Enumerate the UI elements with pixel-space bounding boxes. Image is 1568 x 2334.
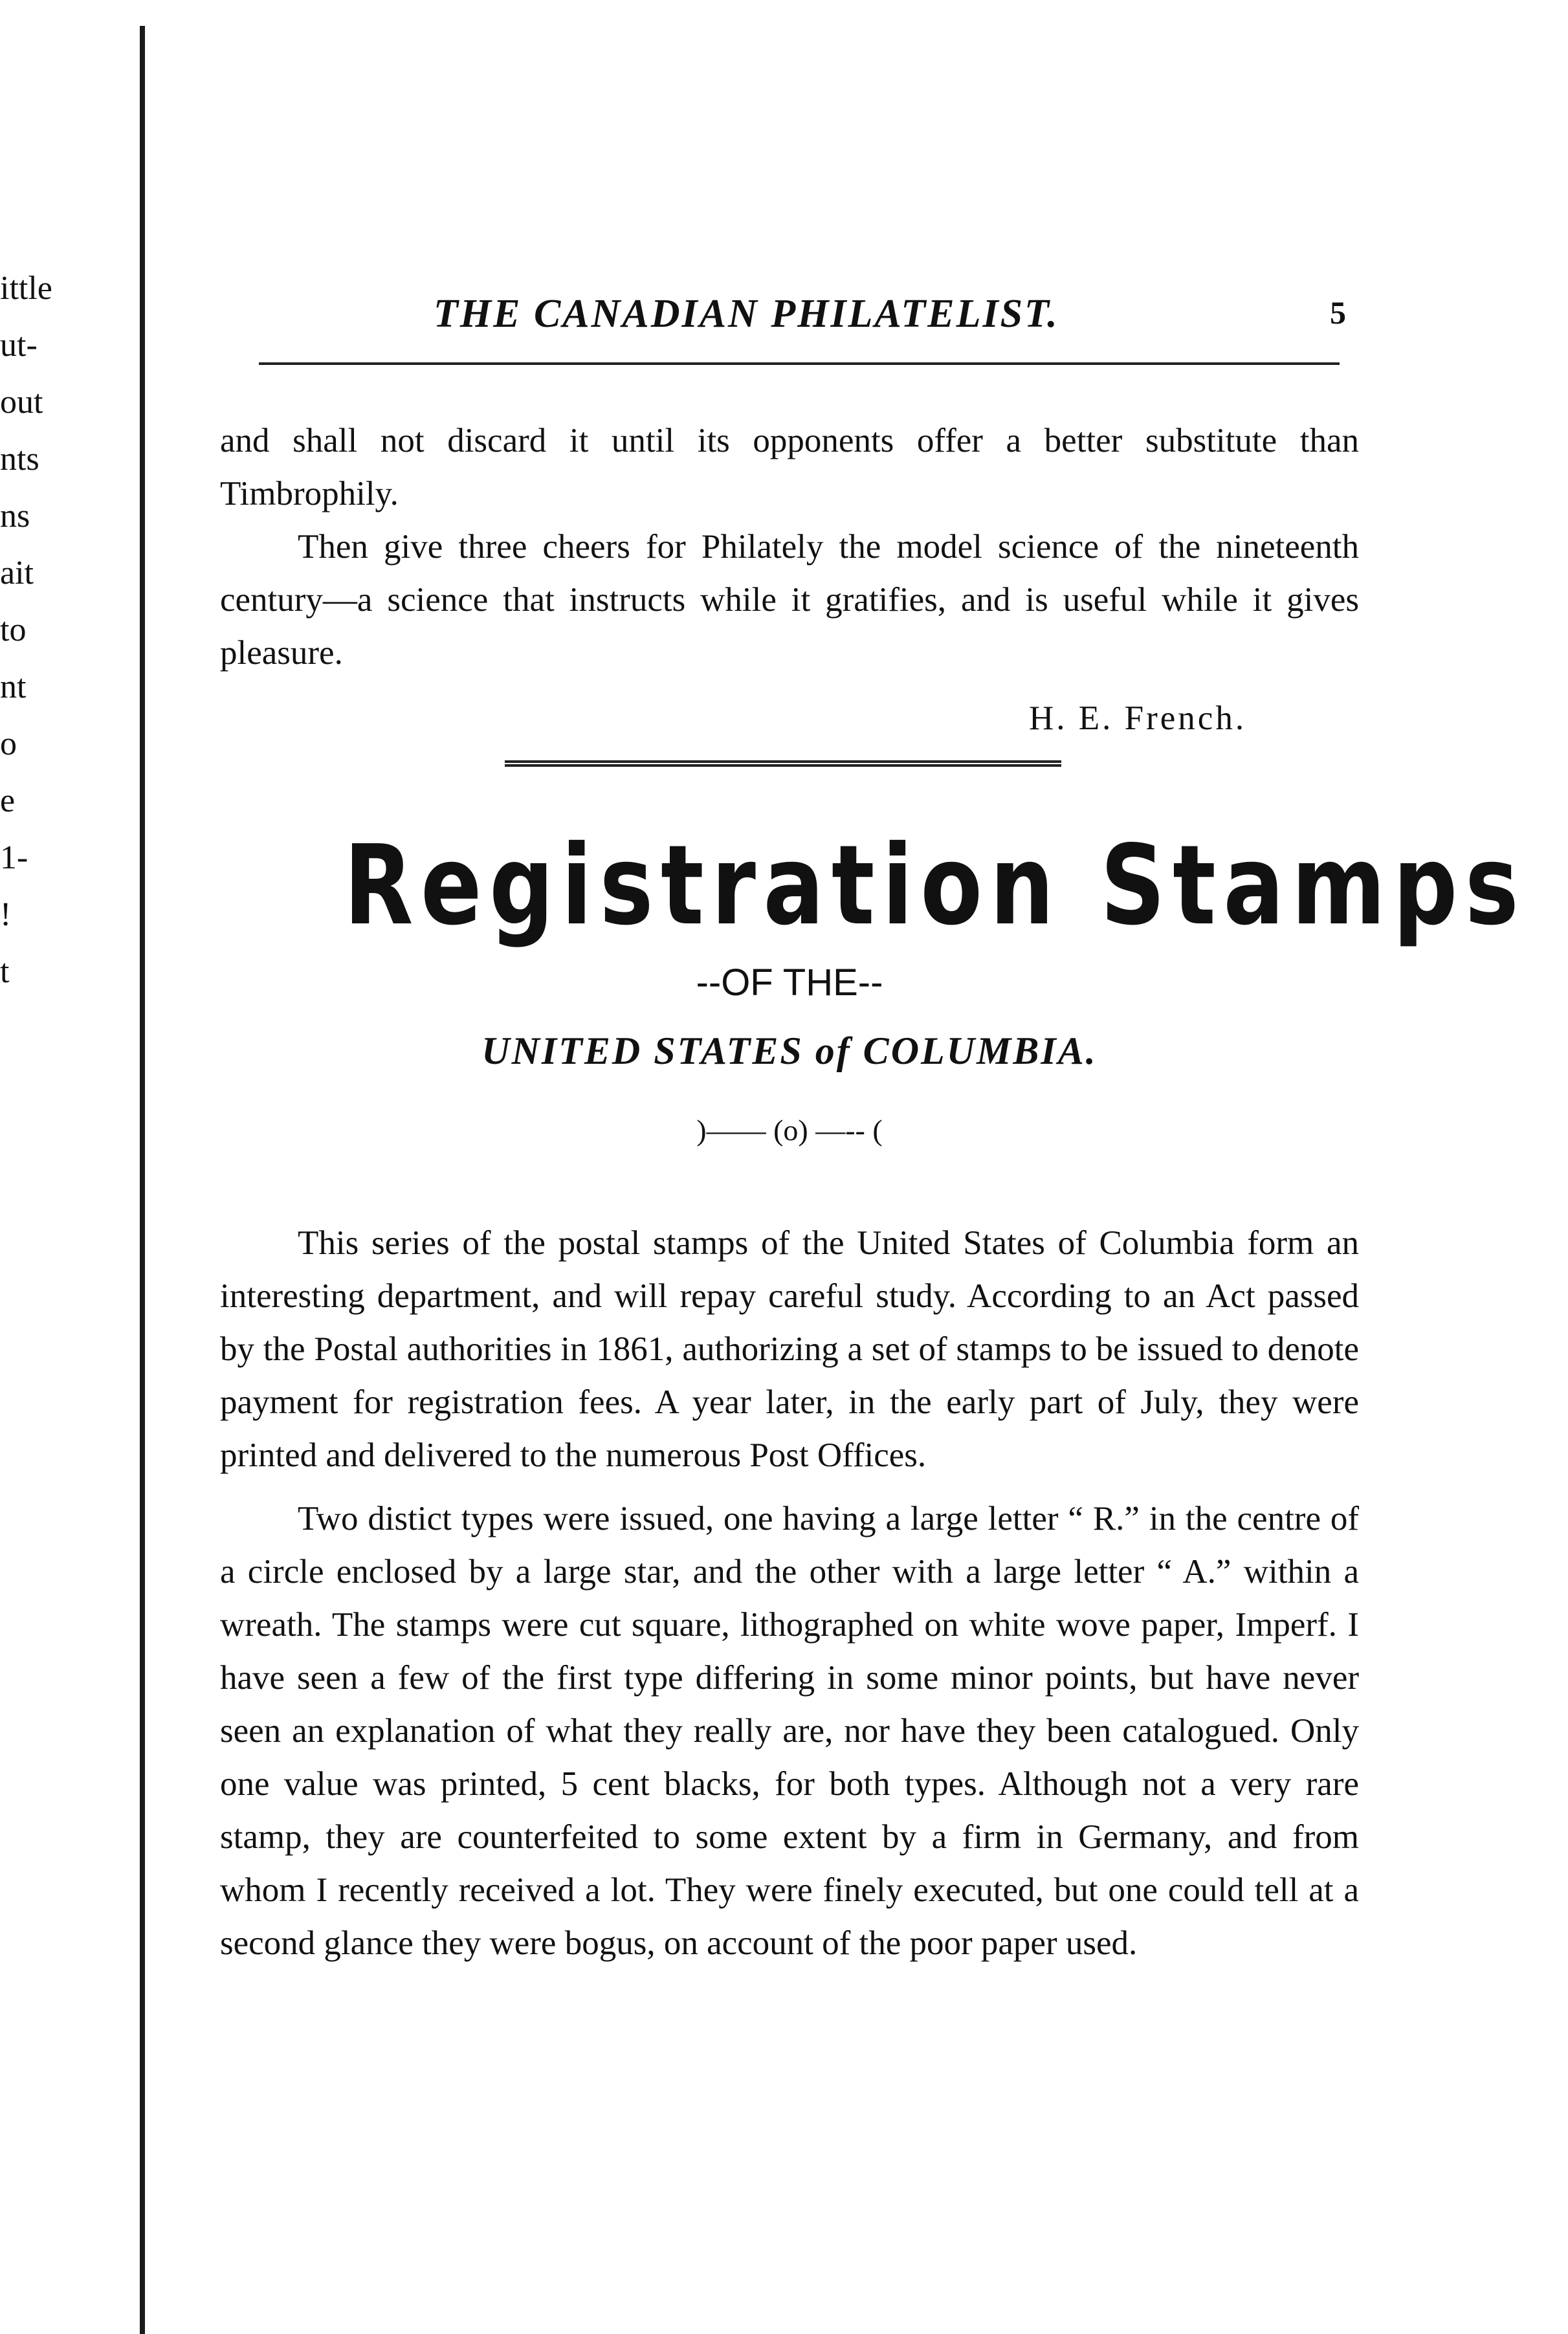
article-subtitle: --OF THE-- xyxy=(696,962,883,1004)
author-signature: H. E. French. xyxy=(1029,699,1247,737)
section-divider-rule xyxy=(505,760,1061,767)
article-country-heading: UNITED STATES of COLUMBIA. xyxy=(481,1029,1098,1072)
article-title: Registration Stamps xyxy=(344,822,1527,950)
page-number: 5 xyxy=(1330,294,1346,331)
binding-edge-rule xyxy=(140,26,145,2334)
gutter-fragment: ! xyxy=(0,896,12,933)
paragraph: Then give three cheers for Philately the model science of the nineteenth century—a science that instructs while it gratifies, and is useful while it gives pleasure. xyxy=(220,528,1359,672)
gutter-fragment: ittle xyxy=(0,270,52,307)
previous-article-ending xyxy=(220,414,1359,679)
gutter-fragment: nt xyxy=(0,668,27,705)
gutter-fragment: ns xyxy=(0,498,30,534)
running-header xyxy=(220,291,1346,343)
gutter-fragment: out xyxy=(0,384,43,421)
paragraph: Two distict types were issued, one having a large letter “ R.” in the centre of a circle enclosed by a large star, and the other with a large letter “ A.” within a wreath. The stamps were cut square, lithographed on white wove paper, Imperf. I have seen a few of the first type differing in some minor points, but have never seen an explanation of what they really are, nor have they been catalogued. Only one value was printed, 5 cent blacks, for both types. Although not a very rare stamp, they are counterfeited to some extent by a firm in Germany, and from whom I recently received a lot. They were finely executed, but one could tell at a second glance they were bogus, on account of the poor paper used. xyxy=(220,1500,1359,1962)
gutter-fragment: o xyxy=(0,725,17,762)
gutter-fragment: to xyxy=(0,611,27,648)
gutter-fragment: nts xyxy=(0,441,39,478)
gutter-fragment: t xyxy=(0,953,10,990)
journal-title: THE CANADIAN PHILATELIST. xyxy=(434,292,1059,336)
paragraph: This series of the postal stamps of the United States of Columbia form an interesting department, and will repay careful study. According to an Act passed by the Postal authorities in 1861, authorizing a set of stamps to be issued to denote payment for registration fees. A year later, in the early part of July, they were printed and delivered to the numerous Post Offices. xyxy=(220,1224,1359,1474)
gutter-fragment: ut- xyxy=(0,327,38,364)
gutter-fragment: 1- xyxy=(0,839,28,876)
article-body xyxy=(220,1217,1359,1980)
ornament-divider: )—— (o) —-- ( xyxy=(696,1114,883,1147)
adjacent-page-fragments xyxy=(0,272,78,1012)
paragraph: and shall not discard it until its opponents offer a better substitute than Timbrophily. xyxy=(220,422,1359,512)
gutter-fragment: ait xyxy=(0,555,34,591)
header-rule xyxy=(259,362,1340,365)
gutter-fragment: e xyxy=(0,782,16,819)
